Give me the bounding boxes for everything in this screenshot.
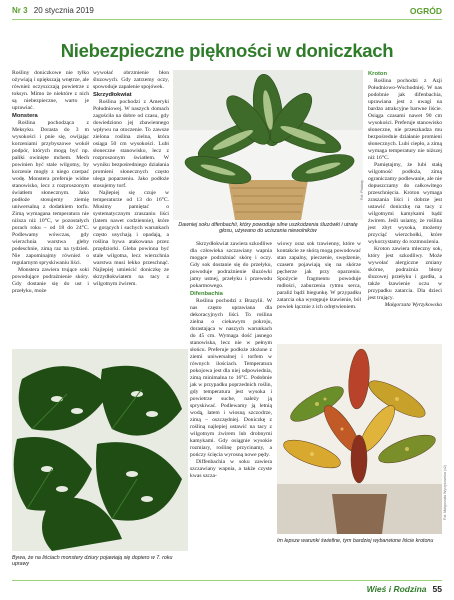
page-header [12,6,442,18]
caption-croton: Im lepsze warunki świetlne, tym bardziej wybarwione liście krotonu [277,538,434,544]
text-column-2 [93,70,169,288]
section-label: OGRÓD [409,6,442,16]
paragraph: Roślina pochodząca z Meksyku. Dorasta do 3 m wysokości i pnie się, owijając korzeniami przybyszowe wokół podpór, których mogą być np. paliki owinięte mchem. Mech powinien być stale wilgotny, by korzenie mogły z niego czerpać wodę. Monstera preferuje widne stanowisko, lecz z rozproszonym światłem słonecznym. Jako podłoże stosujemy ziemię uniwersalną z dodatkiem torfu. Zimą wymagana temperatura nie niższa niż 10°C, w pozostałych porach roku – od 18 do 24°C. Podlewamy wówczas, gdy wierzchnia warstwa gleby podeschnie, zimą raz na tydzień. Nie zapominajmy również o regularnym spryskiwaniu liści. [12,120,89,266]
paragraph: Najlepiej się czuje w temperaturze od 13 do 16°C. Musimy pamiętać o systematycznym zraszaniu liści (latem nawet codziennie), które w gorących i suchych warunkach często usychają i opadają, a roślina bywa atakowana przez przędziorki. Gleba powinna być stale wilgotna, lecz wierzchnia warstwa musi lekko przeschnąć. Najlepiej umieścić doniczkę ze skrzydłokwiatem na tacy z wilgotnym żwirem. [93,190,169,287]
text-column-1 [12,70,89,295]
paragraph: Skrzydłokwiat zawiera szkodliwe dla człowieka szczawiany wapnia mogące podrażniać skórę i oczy. Gdy sok dostanie się do przełyku, powoduje podrażnienie śluzówki jamy ustnej, przełyku i przewodu pokarmowego. [190,241,272,289]
heading-monstera: Monstera [12,113,38,119]
lead-paragraph: Rośliny doniczkowe nie tylko ożywiają i upiększają wnętrze, ale również oczyszczają powietrze z toksyn. Mimo że niektóre z nich są niebezpieczne, warto je uprawiać. [12,70,89,111]
paragraph: Kroton zawiera mleczny sok, który jest szkodliwy. Może wywołać alergiczne zmiany skórne, podrażnia błony śluzowej przełyku i gardła, a także łzawienie oczu w przypadku zatarcia. Dla dzieci jest trujący. [368,246,442,301]
caption-monstera: Bywa, że na liściach monstery dziury pojawiają się dopiero w 7. roku uprawy [12,555,173,568]
paragraph: Roślina pochodzi z Azji Południowo-Wschodniej. W nas podobnie jak difenbachia, uprawiana jest z uwagi na bardzo atrakcyjne barwne liście. Osiąga czasami nawet 90 cm wysokości. Preferuje stanowisko słoneczne, nie przeszkadza mu bezpośrednie działanie promieni słonecznych. Lubi ciepło, a zimą wymaga temperatury nie niższej niż 16°C. [368,78,442,161]
croton-photo [277,344,442,534]
magazine-name: Wieś i Rodzina [366,584,427,594]
footer-rule [12,580,442,581]
paragraph: Roślina pochodzi z Ameryki Południowej. W naszych domach zagościła na dobre od czasu, gdy dowiedziono jej zbawiennego wpływu na otoczenie. To zawsze zielona roślina zielna, która osiąga 50 cm wysokości. Lubi słoneczne stanowisko, lecz z rozproszonym światłem. W wyniku bezpośredniego działania promieni słonecznych często ulega poparzeniu. Jako podłoże stosujemy torf. [93,99,169,189]
heading-difenbachia: Difenbachia [190,291,223,297]
text-column-4 [277,241,361,311]
issue-number: Nr 3 [12,6,28,15]
photo-credit: Fot. Małgorzata Wyrzykowska (x2) [443,464,447,520]
author-signature: Małgorzata Wyrzykowska [384,302,442,308]
article-title: Niebezpieczne piękności w doniczkach [60,40,394,61]
header-rule [12,19,442,20]
photo-credit: Fot. Pixabay [360,180,364,200]
paragraph: Monstera zawiera trujące soki powodujące podrażnienie skóry. Gdy dostanie się do ust i przełyku, może [12,267,89,294]
page-footer [367,584,442,594]
paragraph: wywołać obrzmienie błon śluzowych. Gdy zatrzemy oczy, spowoduje zapalenie spojówek. [93,70,169,90]
caption-dieffenbachia: Dawniej soku difenbachii, który powoduje silne uszkodzenia śluzówki i utratę głosu, używano do uciszania niewolników [178,222,358,235]
issue-date: 20 stycznia 2019 [33,6,94,15]
text-column-5 [368,70,442,309]
text-column-3 [190,241,272,480]
heading-kroton: Kroton [368,71,387,77]
dieffenbachia-photo [173,70,363,220]
heading-skrzydlokwiat: Skrzydłokwiat [93,92,132,98]
paragraph: Pamiętajmy, że lubi stałą wilgotność podłoża, zimą ograniczamy podlewanie, ale nie dopuszczamy do całkowitego przeschnięcia. Kroton wymaga zraszania liści i dobrze jest ustawić doniczkę na tacy z wilgotnymi kamykami bądź żwirem. Jeśli usiamy, że roślina jest zbyt wysoka, możemy przyciąć wierzchołki, które wykorzystamy do rozmnożenia. [368,162,442,245]
page-number: 55 [432,584,442,594]
paragraph: Roślina pochodzi z Brazylii. W nas często uprawiana dla dekoracyjnych liści. To roślina zielna o ciekawym pokroju, dorastająca w naszych warunkach do 45 cm. Wymaga dość jasnego stanowiska, lecz nie w pełnym słońcu. Preferuje podłoże złożone z ziemi uniwersalnej i torfem w równych ilościach. Temperatura pokojowa jest dla niej odpowiednia, zimą minimalna to 16°C. Podobnie jak w przypadku poprzednich roślin, gdy temperatura jest wysoka i powietrze suche, należy ją spryskiwać. Podlewamy ją letnią wodą, latem i wiosną szczodrze, zimą – oszczędniej. Doniczkę z rośliną najlepiej ustawić na tacy z wilgotnym żwirem lub drobnymi kamykami. Gdy osiągnie wysokie rozmiary, roślinę przycinamy, a pończy ścięcia wyrosną nowe pędy. [190,298,272,458]
monstera-photo [12,349,188,551]
paragraph: Diffenbachia w soku zawiera szczawiany wapnia, a także czyste kwas szcza- [190,459,272,479]
paragraph: wiowy oraz sok trawienny, które w kontakcie ze skórą mogą powodować stan zapalny, pieczenie, swędzenie, czasem pojawiają się na skórze pęcherze jak przy oparzeniu. Spożycie fragmentu powoduje mdłości, zaburzenia rytmu serca, paraliż bądź biegunkę. W przypadku zatarcia oka występuje łzawienie, ból powiek łącznie z ich odrętwieniem. [277,241,361,310]
